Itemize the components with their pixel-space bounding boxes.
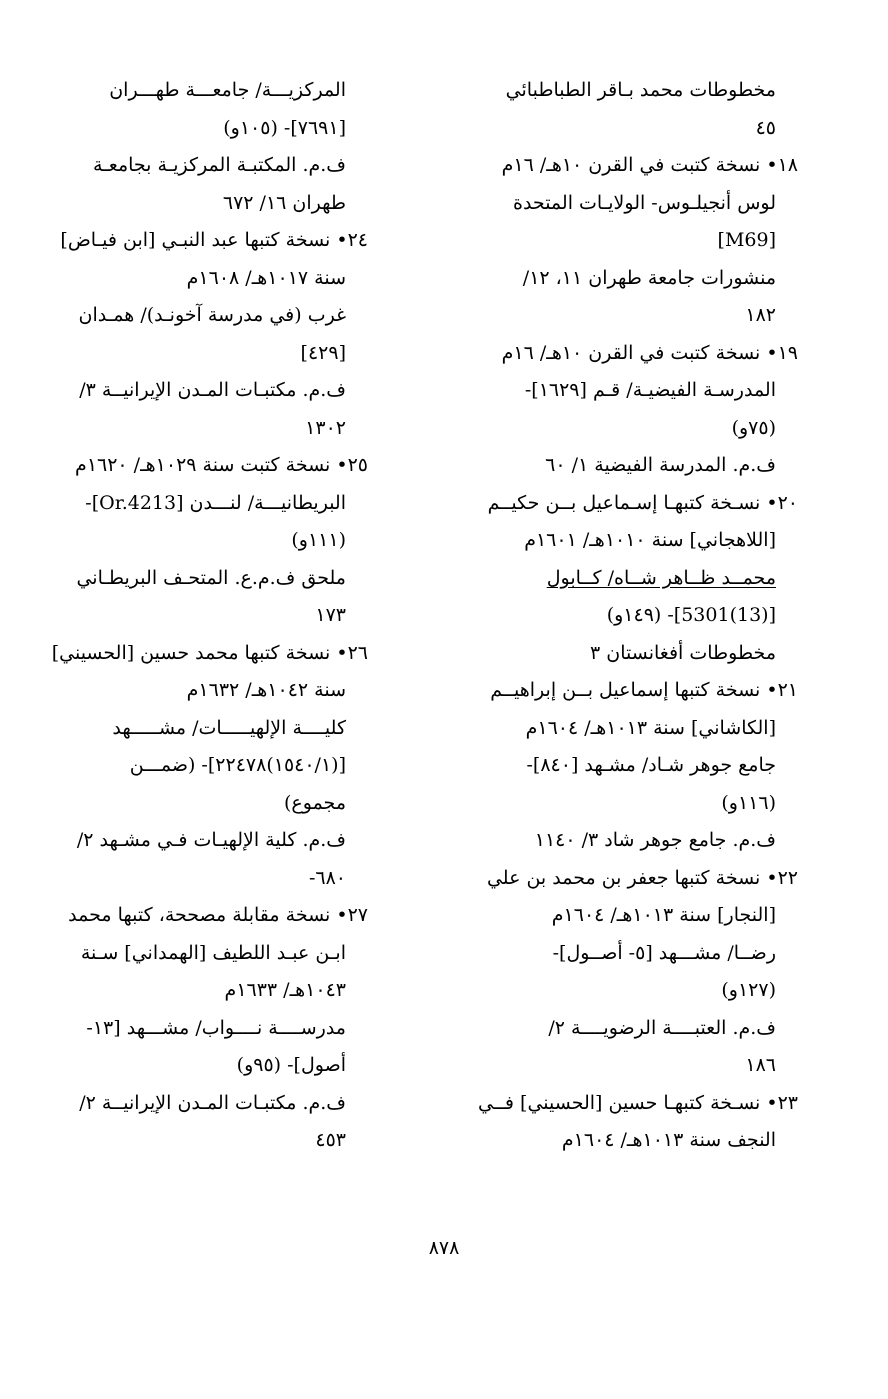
entry-line: جامع جوهر شـاد/ مشـهد [٨٤٠]- <box>526 754 776 776</box>
entry-line: ف.م. كلية الإلهيـات فـي مشـهد ٢/ <box>76 829 346 851</box>
entry-line: [(13)5301]- (١٤٩و) <box>606 604 776 626</box>
entry-line: المدرسـة الفيضيـة/ قـم [١٦٢٩]- <box>524 379 776 401</box>
entry-line: ف.م. جامع جوهر شاد ٣/ ١١٤٠ <box>534 829 776 851</box>
entry-line: ملحق ف.م.ع. المتحـف البريطـاني <box>76 566 346 589</box>
entry-line: [الكاشاني] سنة ١٠١٣هـ/ ١٦٠٤م <box>525 716 776 739</box>
entry-line: سنة ١٠٤٢هـ/ ١٦٣٢م <box>186 679 346 701</box>
entry-heading: ١٩• نسخة كتبت في القرن ١٠هـ/ ١٦م <box>501 341 798 364</box>
entry-line: ١٠٤٣هـ/ ١٦٣٣م <box>224 979 346 1001</box>
entry-line: [النجار] سنة ١٠١٣هـ/ ١٦٠٤م <box>551 904 776 926</box>
entry-heading: ٢٧• نسخة مقابلة مصححة، كتبها محمد <box>68 904 368 926</box>
entry-line: ف.م. العتبــــة الرضويــــة ٢/ <box>548 1016 776 1039</box>
entry-line: ف.م. المدرسة الفيضية ١/ ٦٠ <box>545 454 776 476</box>
entry-line: ١٨٢ <box>745 304 776 326</box>
entry-line: ف.م. المكتبـة المركزيـة بجامعـة <box>93 154 346 176</box>
entry-line: (١١١و) <box>291 529 346 551</box>
entry-line: مخطوطات محمد بـاقر الطباطبائي <box>505 79 776 101</box>
entry-line: (١١٦و) <box>721 791 776 814</box>
entry-heading: ٢٥• نسخة كتبت سنة ١٠٢٩هـ/ ١٦٢٠م <box>75 454 368 476</box>
page-number: ٨٧٨ <box>428 1237 460 1259</box>
entry-line: ٤٥ <box>755 116 776 139</box>
entry-line: مجموع) <box>284 791 346 814</box>
entry-line: [M69] <box>717 229 776 251</box>
entry-line: لوس أنجيلـوس- الولايـات المتحدة <box>513 191 776 214</box>
entry-line: ابـن عبـد اللطيف [الهمداني] سـنة <box>80 941 346 964</box>
entry-heading: ١٨• نسخة كتبت في القرن ١٠هـ/ ١٦م <box>501 154 798 176</box>
entry-line: ٤٥٣ <box>315 1129 346 1151</box>
entry-line: سنة ١٠١٧هـ/ ١٦٠٨م <box>186 266 346 289</box>
entry-line: المركزيـــة/ جامعـــة طهـــران <box>109 79 346 101</box>
entry-line: النجف سنة ١٠١٣هـ/ ١٦٠٤م <box>561 1129 776 1151</box>
entry-line: محمــد ظــاهر شــاه/ كــابول <box>546 566 776 589</box>
entry-line: مدرســــة نــــواب/ مشـــهد [١٣- <box>86 1016 346 1039</box>
entry-line: مخطوطات أفغانستان ٣ <box>590 641 776 664</box>
entry-line: ١٣٠٢ <box>305 416 346 439</box>
entry-line: أصول]- (٩٥و) <box>236 1054 346 1076</box>
entry-heading: ٢١• نسخة كتبها إسماعيل بــن إبراهيــم <box>490 679 798 701</box>
entry-heading: ٢٢• نسخة كتبها جعفر بن محمد بن علي <box>486 866 798 889</box>
entry-heading: ٢٦• نسخة كتبها محمد حسين [الحسيني] <box>51 641 368 664</box>
entry-heading: ٢٤• نسخة كتبها عبد النبـي [ابن فيـاض] <box>60 229 368 251</box>
entry-line: ف.م. مكتبـات المـدن الإيرانيــة ٣/ <box>79 379 346 401</box>
entry-heading: ٢٠• نسـخة كتبهـا إسـماعيل بــن حكيــم <box>487 491 798 514</box>
entry-line: [اللاهجاني] سنة ١٠١٠هـ/ ١٦٠١م <box>524 529 776 551</box>
entry-line: (٧٥و) <box>731 416 776 439</box>
entry-line: كليــــة الإلهيـــــات/ مشـــــهد <box>112 716 346 739</box>
entry-line: [(١٥٤٠/١)٢٢٤٧٨]- (ضمـــن <box>129 754 346 776</box>
right-column <box>448 72 798 1160</box>
entry-line: ١٨٦ <box>745 1054 776 1076</box>
left-column <box>51 72 368 1160</box>
entry-line: منشورات جامعة طهران ١١، ١٢/ <box>522 266 776 289</box>
entry-line: طهران ١٦/ ٦٧٢ <box>222 191 346 214</box>
entry-line: ١٧٣ <box>315 604 346 626</box>
entry-line: (١٢٧و) <box>721 979 776 1001</box>
entry-heading: ٢٣• نسـخة كتبهـا حسين [الحسيني] فــي <box>477 1091 798 1114</box>
entry-line: البريطانيـــة/ لنـــدن [Or.4213]- <box>85 491 346 514</box>
entry-line: ٦٨٠- <box>308 866 346 889</box>
entry-line: [٤٢٩] <box>300 341 346 364</box>
entry-line: [٧٦٩١]- (١٠٥و) <box>223 116 346 139</box>
entry-line: رضــا/ مشـــهد [٥- أصــول]- <box>552 941 776 964</box>
entry-line: غرب (في مدرسة آخونـد)/ همـدان <box>78 304 346 326</box>
entry-line: ف.م. مكتبـات المـدن الإيرانيــة ٢/ <box>79 1091 346 1114</box>
